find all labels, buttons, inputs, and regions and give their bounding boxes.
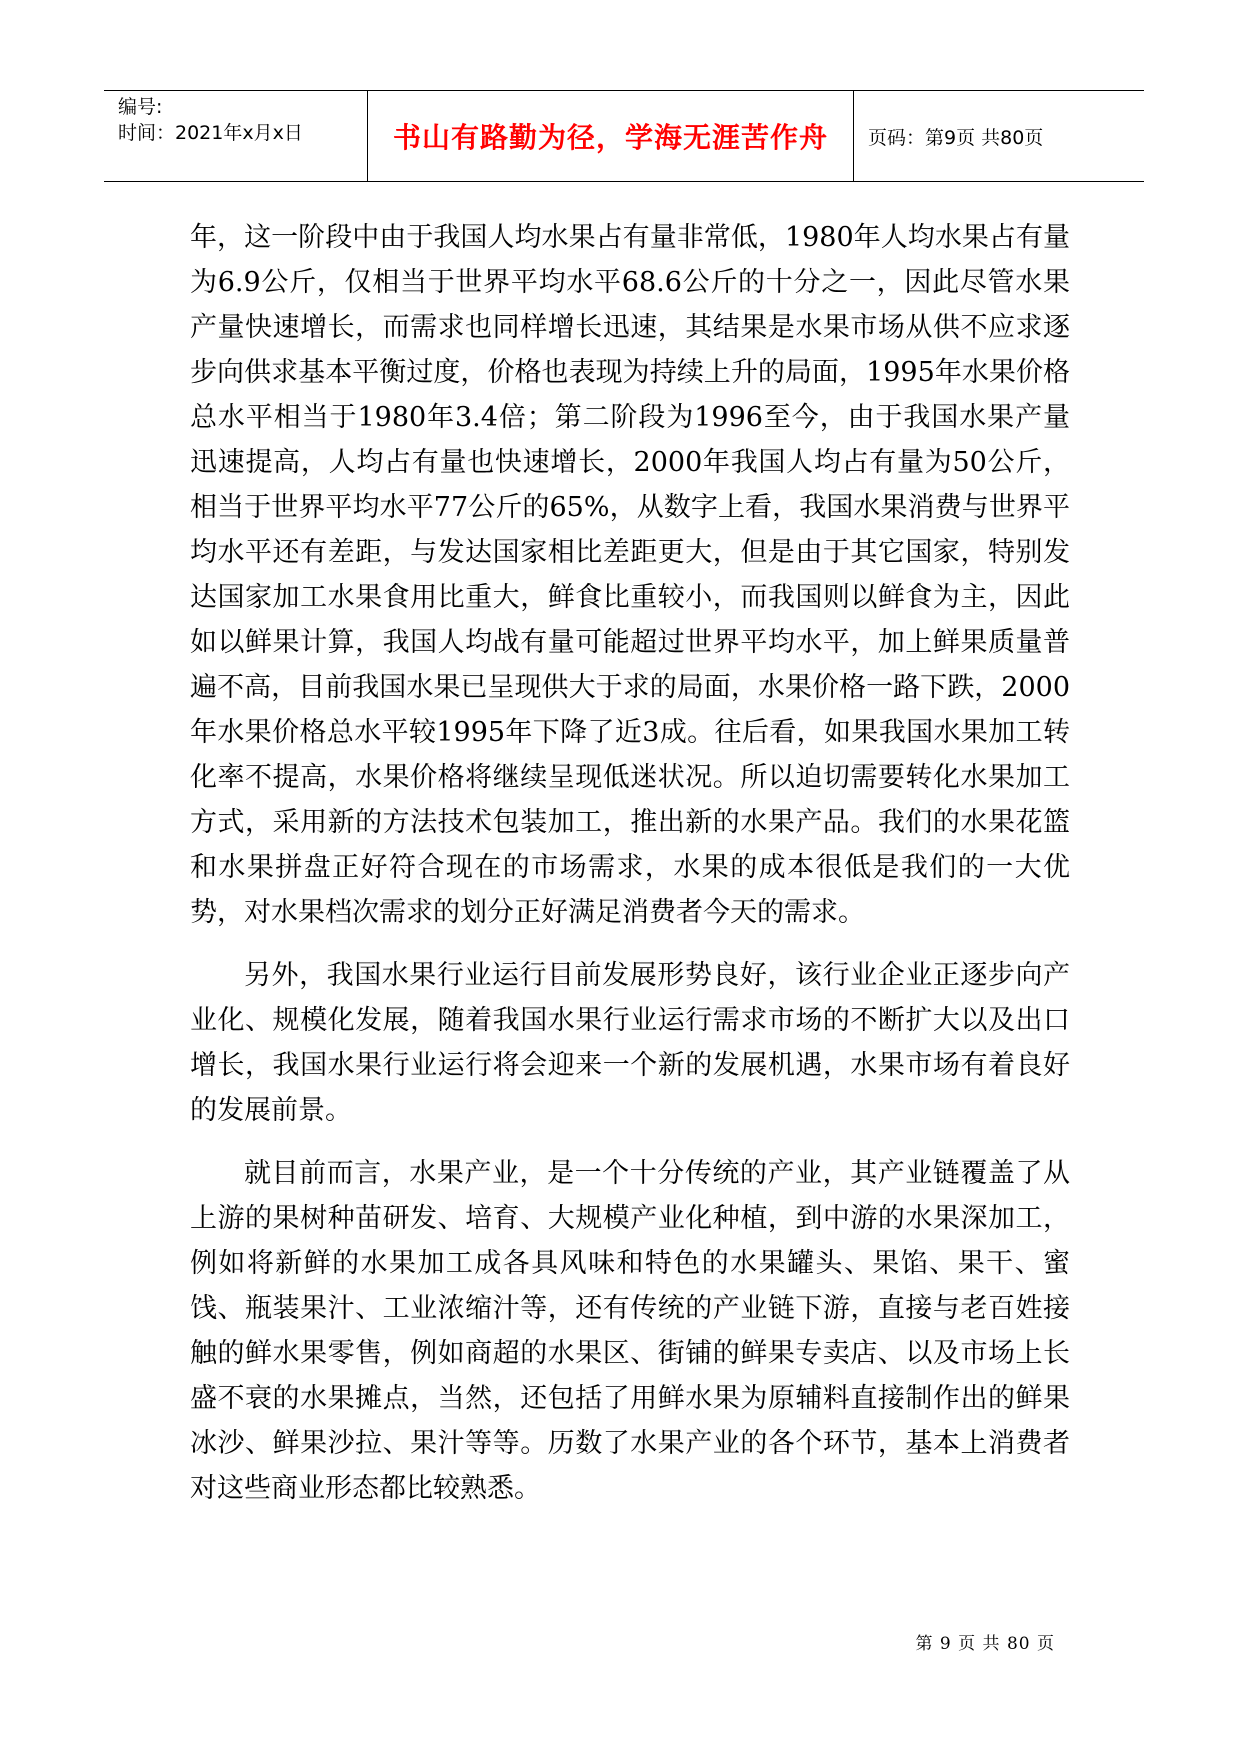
- motto-text: 书山有路勤为径，学海无涯苦作舟: [392, 121, 828, 154]
- paragraph-2: 另外，我国水果行业运行目前发展形势良好，该行业企业正逐步向产业化、规模化发展，随着我国水果行业运行需求市场的不断扩大以及出口增长，我国水果行业运行将会迎来一个新的发展机遇，水果市场有着良好的发展前景。: [190, 960, 1070, 1126]
- header-page-code-cell: [854, 91, 1144, 181]
- document-body: [190, 215, 1070, 1529]
- footer-page-number: 第 9 页 共 80 页: [915, 1634, 1055, 1654]
- paragraph-1: 年，这一阶段中由于我国人均水果占有量非常低，1980年人均水果占有量为6.9公斤，仅相当于世界平均水平68.6公斤的十分之一，因此尽管水果产量快速增长，而需求也同样增长迅速，其结果是水果市场从供不应求逐步向供求基本平衡过度，价格也表现为持续上升的局面，1995年水果价格总水平相当于1980年3.4倍；第二阶段为1996至今，由于我国水果产量迅速提高，人均占有量也快速增长，2000年我国人均占有量为50公斤，相当于世界平均水平77公斤的65%，从数字上看，我国水果消费与世界平均水平还有差距，与发达国家相比差距更大，但是由于其它国家，特别发达国家加工水果食用比重大，鲜食比重较小，而我国则以鲜食为主，因此如以鲜果计算，我国人均战有量可能超过世界平均水平，加上鲜果质量普遍不高，目前我国水果已呈现供大于求的局面，水果价格一路下跌，2000年水果价格总水平较1995年下降了近3成。往后看，如果我国水果加工转化率不提高，水果价格将继续呈现低迷状况。所以迫切需要转化水果加工方式，采用新的方法技术包装加工，推出新的水果产品。我们的水果花篮和水果拼盘正好符合现在的市场需求，水果的成本很低是我们的一大优势，对水果档次需求的划分正好满足消费者今天的需求。: [190, 222, 1070, 928]
- time-label: 时间：2021年x月x日: [118, 122, 303, 144]
- page-footer: [916, 1629, 1055, 1654]
- paragraph-3: 就目前而言，水果产业，是一个十分传统的产业，其产业链覆盖了从上游的果树种苗研发、培育、大规模产业化种植，到中游的水果深加工，例如将新鲜的水果加工成各具风味和特色的水果罐头、果馅、果干、蜜饯、瓶装果汁、工业浓缩汁等，还有传统的产业链下游，直接与老百姓接触的鲜水果零售，例如商超的水果区、街铺的鲜果专卖店、以及市场上长盛不衰的水果摊点，当然，还包括了用鲜水果为原辅料直接制作出的鲜果冰沙、鲜果沙拉、果汁等等。历数了水果产业的各个环节，基本上消费者对这些商业形态都比较熟悉。: [190, 1158, 1070, 1504]
- page-header: [104, 90, 1144, 182]
- header-motto-cell: [368, 91, 854, 181]
- serial-label: 编号:: [118, 96, 163, 118]
- header-meta: [104, 91, 368, 181]
- page-code: 页码：第9页 共80页: [868, 126, 1044, 149]
